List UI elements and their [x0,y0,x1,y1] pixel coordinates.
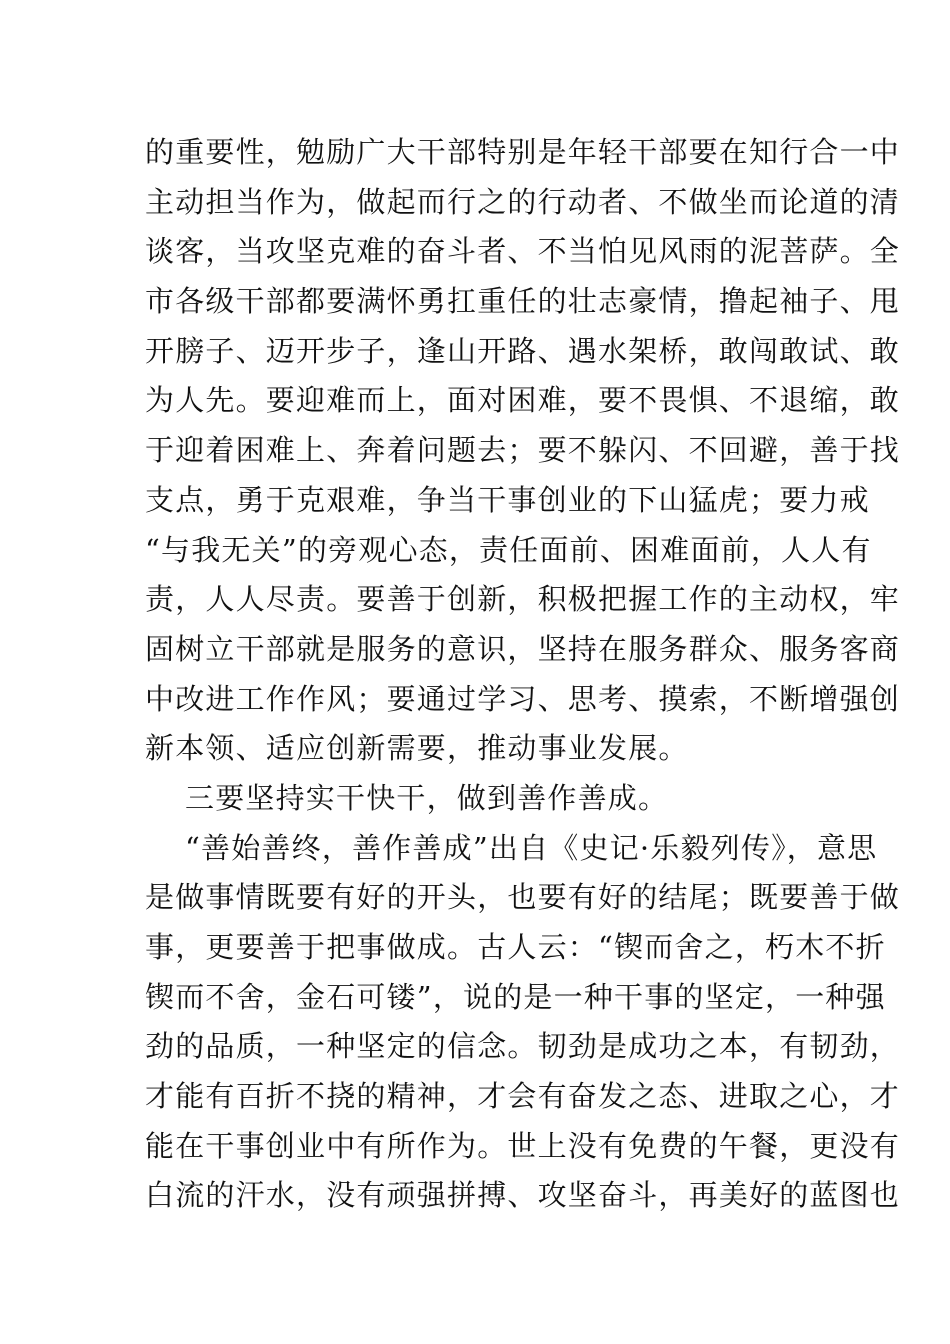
text-line: 中改进工作作风；要通过学习、思考、摸索，不断增强创 [145,681,901,716]
text-line: 市各级干部都要满怀勇扛重任的壮志豪情，撸起袖子、甩 [145,284,901,319]
text-line: 于迎着困难上、奔着问题去；要不躲闪、不回避，善于找 [145,433,901,468]
text-line: 固树立干部就是服务的意识，坚持在服务群众、服务客商 [145,631,901,666]
text-line: 白流的汗水，没有顽强拼搏、攻坚奋斗，再美好的蓝图也 [145,1178,901,1213]
text-line: 责，人人尽责。要善于创新，积极把握工作的主动权，牢 [145,582,901,617]
document-body [145,128,901,1221]
text-line: 事，更要善于把事做成。古人云：“锲而舍之，朽木不折 [145,930,886,964]
text-line: 能在干事创业中有所作为。世上没有免费的午餐，更没有 [145,1128,901,1163]
text-line: 才能有百折不挠的精神，才会有奋发之态、进取之心，才 [145,1079,901,1114]
text-line: 为人先。要迎难而上，面对困难，要不畏惧、不退缩，敢 [145,383,901,418]
text-line: 是做事情既要有好的开头，也要有好的结尾；既要善于做 [145,880,901,915]
text-line: 的重要性，勉励广大干部特别是年轻干部要在知行合一中 [145,135,901,169]
text-line: 开膀子、迈开步子，逢山开路、遇水架桥，敢闯敢试、敢 [145,333,901,368]
section-heading: 三要坚持实干快干，做到善作善成。 [185,780,669,815]
text-line: 锲而不舍，金石可镂”，说的是一种干事的坚定，一种强 [145,979,886,1014]
text-line: 新本领、适应创新需要，推动事业发展。 [145,731,689,766]
text-line: “与我无关”的旁观心态，责任面前、困难面前，人人有 [145,532,872,567]
text-line: 劲的品质，一种坚定的信念。韧劲是成功之本，有韧劲， [145,1029,901,1064]
text-line: “善始善终，善作善成”出自《史记·乐毅列传》，意思 [185,830,878,865]
text-line: 支点，勇于克艰难，争当干事创业的下山猛虎；要力戒 [145,482,870,517]
text-line: 谈客，当攻坚克难的奋斗者、不当怕见风雨的泥菩萨。全 [145,234,901,269]
text-line: 主动担当作为，做起而行之的行动者、不做坐而论道的清 [145,184,901,219]
